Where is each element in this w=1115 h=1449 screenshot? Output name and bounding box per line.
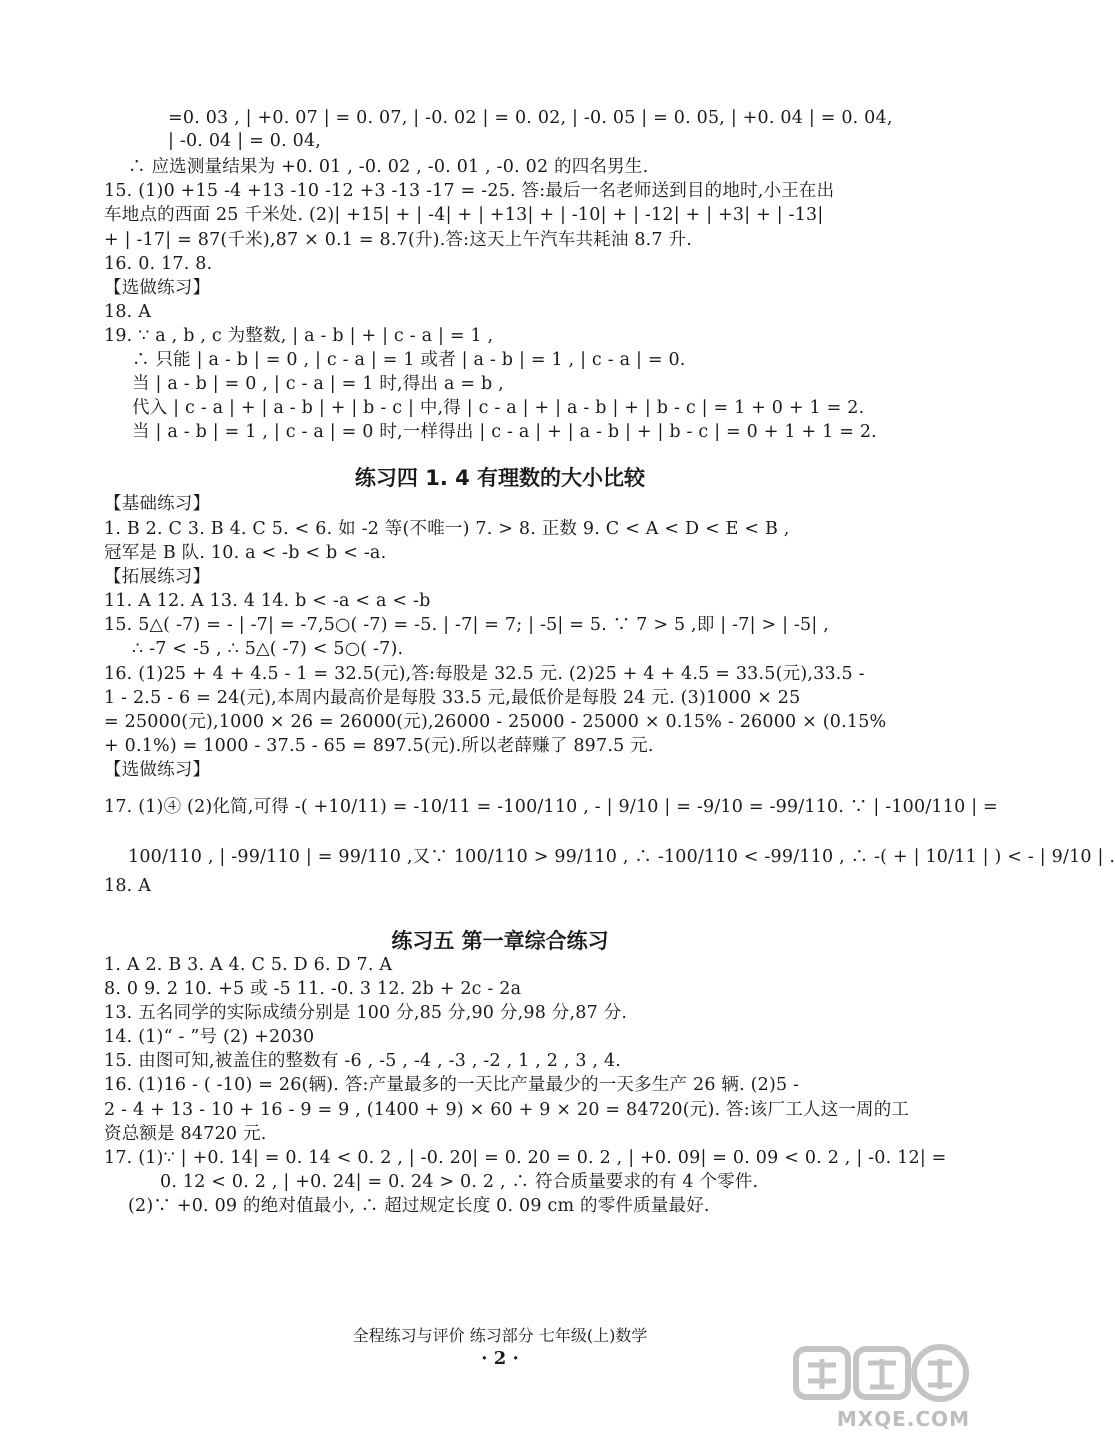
text-line: = 25000(元),1000 × 26 = 26000(元),26000 - 25000 - 25000 × 0.15% - 26000 × (0.15% xyxy=(104,712,887,732)
text-line: 当 | a - b | = 0 , | c - a | = 1 时,得出 a = b , xyxy=(132,374,504,394)
text-line: ∴ 只能 | a - b | = 0 , | c - a | = 1 或者 | a - b | = 1 , | c - a | = 0. xyxy=(132,350,686,370)
text-line: + | -17| = 87(千米),87 × 0.1 = 8.7(升).答:这天上午汽车共耗油 8.7 升. xyxy=(104,230,692,250)
text-line: 资总额是 84720 元. xyxy=(104,1124,267,1144)
text-line: 19. ∵ a , b , c 为整数, | a - b | + | c - a | = 1 , xyxy=(104,326,494,346)
section-label: 【选做练习】 xyxy=(104,278,211,298)
text-line: 11. A 12. A 13. 4 14. b < -a < a < -b xyxy=(104,591,431,611)
footer-title: 全程练习与评价 练习部分 七年级(上)数学 xyxy=(352,1326,648,1345)
text-line: 16. 0. 17. 8. xyxy=(104,254,213,274)
text-line: 车地点的西面 25 千米处. (2)| +15| + | -4| + | +13| + | -10| + | -12| + | +3| + | -13| xyxy=(104,205,824,225)
text-line: 1. B 2. C 3. B 4. C 5. < 6. 如 -2 等(不唯一) 7. > 8. 正数 9. C < A < D < E < B , xyxy=(104,519,790,539)
text-line: 14. (1)“ - ”号 (2) +2030 xyxy=(104,1027,315,1047)
text-line: 100/110 , | -99/110 | = 99/110 ,又∵ 100/110 > 99/110 , ∴ -100/110 < -99/110 , ∴ -( + | 10/11 | ) < - | 9/10 | . xyxy=(128,847,1115,867)
watermark-text: MXQE.COM xyxy=(836,1407,970,1431)
watermark-logo xyxy=(792,1341,972,1431)
text-line: 18. A xyxy=(104,876,152,896)
section-title: 练习五 第一章综合练习 xyxy=(391,929,609,953)
text-line: 0. 12 < 0. 2 , | +0. 24| = 0. 24 > 0. 2 , ∴ 符合质量要求的有 4 个零件. xyxy=(160,1172,759,1192)
section-label: 【基础练习】 xyxy=(104,494,211,514)
text-line: 16. (1)25 + 4 + 4.5 - 1 = 32.5(元),答:每股是 32.5 元. (2)25 + 4 + 4.5 = 33.5(元),33.5 - xyxy=(104,664,865,684)
section-title: 练习四 1. 4 有理数的大小比较 xyxy=(354,466,646,490)
text-line: 17. (1)∵ | +0. 14| = 0. 14 < 0. 2 , | -0. 20| = 0. 20 = 0. 2 , | +0. 09| = 0. 09 < 0. 2 , | -0. 12| = xyxy=(104,1148,947,1168)
text-line: 1 - 2.5 - 6 = 24(元),本周内最高价是每股 33.5 元,最低价是每股 24 元. (3)1000 × 25 xyxy=(104,688,801,708)
text-line: 17. (1)④ (2)化简,可得 -( +10/11) = -10/11 = -100/110 , - | 9/10 | = -9/10 = -99/110. ∵ | -100/110 | = xyxy=(104,797,998,817)
text-line: 15. (1)0 +15 -4 +13 -10 -12 +3 -13 -17 = -25. 答:最后一名老师送到目的地时,小王在出 xyxy=(104,181,835,201)
text-line: + 0.1%) = 1000 - 37.5 - 65 = 897.5(元).所以老薛赚了 897.5 元. xyxy=(104,736,654,756)
section-label: 【选做练习】 xyxy=(104,760,211,780)
text-line: 18. A xyxy=(104,302,152,322)
text-line: 15. 由图可知,被盖住的整数有 -6 , -5 , -4 , -3 , -2 , 1 , 2 , 3 , 4. xyxy=(104,1051,622,1071)
text-line: 冠军是 B 队. 10. a < -b < b < -a. xyxy=(104,543,387,563)
text-line: ∴ 应选测量结果为 +0. 01 , -0. 02 , -0. 01 , -0. 02 的四名男生. xyxy=(128,157,649,177)
text-line: (2)∵ +0. 09 的绝对值最小, ∴ 超过规定长度 0. 09 cm 的零件质量最好. xyxy=(128,1196,710,1216)
text-line: 2 - 4 + 13 - 10 + 16 - 9 = 9 , (1400 + 9) × 60 + 9 × 20 = 84720(元). 答:该厂工人这一周的工 xyxy=(104,1100,910,1120)
text-line: ∴ -7 < -5 , ∴ 5△( -7) < 5○( -7). xyxy=(132,639,404,659)
watermark-icon xyxy=(792,1341,972,1403)
text-line: =0. 03 , | +0. 07 | = 0. 07, | -0. 02 | = 0. 02, | -0. 05 | = 0. 05, | +0. 04 | = 0. 04, xyxy=(168,108,893,128)
text-line: 1. A 2. B 3. A 4. C 5. D 6. D 7. A xyxy=(104,955,393,975)
text-line: 13. 五名同学的实际成绩分别是 100 分,85 分,90 分,98 分,87 分. xyxy=(104,1003,628,1023)
text-line: 代入 | c - a | + | a - b | + | b - c | 中,得 | c - a | + | a - b | + | b - c | = 1 + 0 + 1 = 2. xyxy=(132,398,865,418)
text-line: 16. (1)16 - ( -10) = 26(辆). 答:产量最多的一天比产量最少的一天多生产 26 辆. (2)5 - xyxy=(104,1075,800,1095)
text-line: 15. 5△( -7) = - | -7| = -7,5○( -7) = -5. | -7| = 7; | -5| = 5. ∵ 7 > 5 ,即 | -7| > | -5| , xyxy=(104,615,830,635)
text-line: 8. 0 9. 2 10. +5 或 -5 11. -0. 3 12. 2b + 2c - 2a xyxy=(104,979,522,999)
page-number: · 2 · xyxy=(481,1348,519,1369)
section-label: 【拓展练习】 xyxy=(104,567,211,587)
text-line: 当 | a - b | = 1 , | c - a | = 0 时,一样得出 | c - a | + | a - b | + | b - c | = 0 + 1 + 1 = 2. xyxy=(132,422,877,442)
text-line: | -0. 04 | = 0. 04, xyxy=(168,131,322,151)
